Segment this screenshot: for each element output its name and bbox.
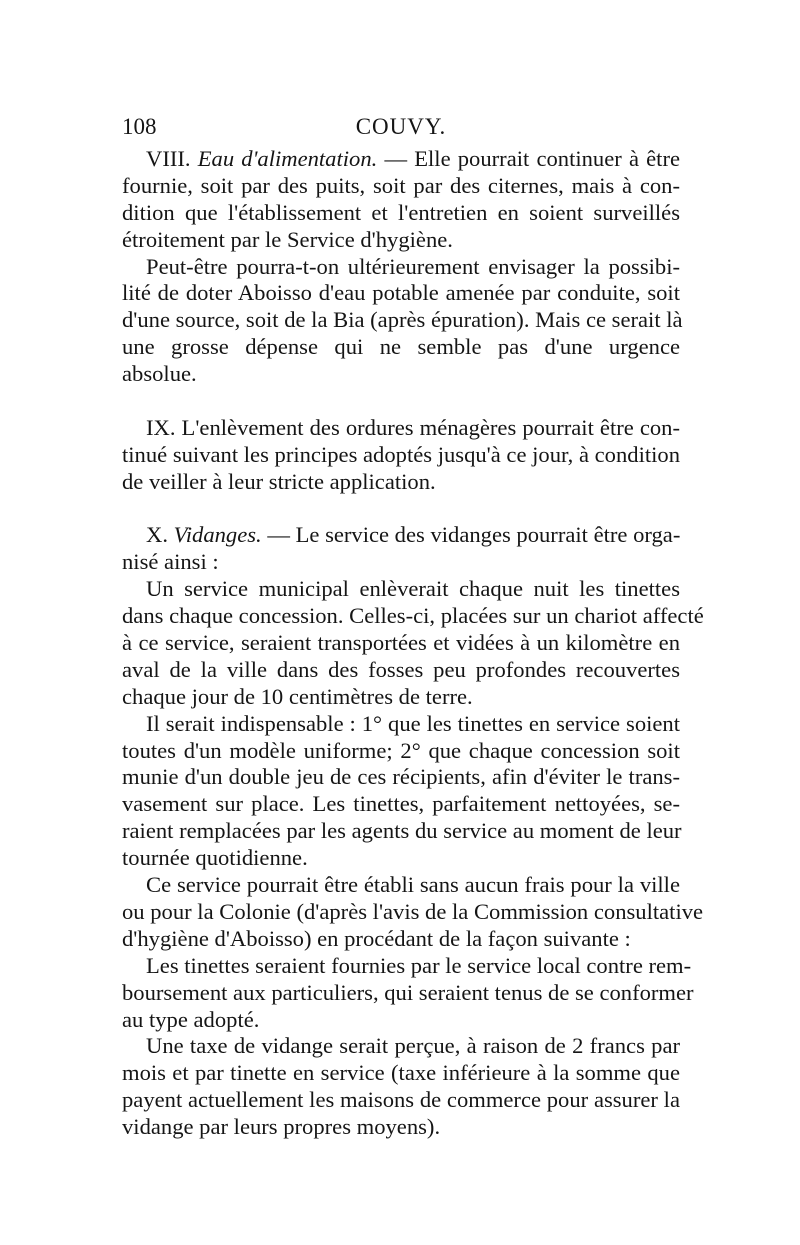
text-line: X. Vidanges. — Le service des vidanges pourrait être orga-: [146, 522, 681, 548]
text-line: vidange par leurs propres moyens).: [122, 1114, 441, 1140]
text-line: VIII. Eau d'alimentation. — Elle pourrait continuer à être: [146, 146, 680, 171]
text-line: d'hygiène d'Aboisso) en procédant de la façon suivante :: [122, 925, 631, 951]
text-line: dition que l'établissement et l'entretien en soient surveillés: [122, 199, 680, 225]
section-x-paragraph-4: [122, 952, 694, 1034]
section-x-paragraph-3: [122, 872, 704, 953]
text-line: chaque jour de 10 centimètres de terre.: [122, 683, 473, 709]
page-header: [122, 112, 680, 142]
text-line: d'une source, soit de la Bia (après épuration). Mais ce serait là: [122, 307, 683, 333]
text-line: une grosse dépense qui ne semble pas d'une urgence: [122, 334, 680, 360]
body-text: [122, 146, 704, 1141]
section-spacer: [122, 388, 680, 415]
text-line: IX. L'enlèvement des ordures ménagères pourrait être con-: [146, 414, 680, 440]
section-spacer: [122, 496, 680, 523]
text-line: boursement aux particuliers, qui seraient tenus de se conformer: [122, 979, 694, 1005]
text-line: toutes d'un modèle uniforme; 2° que chaque concession soit: [122, 737, 680, 763]
text-line: payent actuellement les maisons de commerce pour assurer la: [122, 1087, 680, 1113]
section-number: X.: [146, 522, 168, 548]
text-line: munie d'un double jeu de ces récipients, afin d'éviter le trans-: [122, 764, 680, 790]
text-line: Peut-être pourra-t-on ultérieurement envisager la possibi-: [146, 253, 680, 279]
text-line: Une taxe de vidange serait perçue, à raison de 2 francs par: [146, 1033, 680, 1059]
section-viii-paragraph-2: [122, 253, 683, 388]
section-title: Eau d'alimentation.: [197, 146, 378, 171]
section-number: VIII.: [146, 146, 191, 171]
text-line: ou pour la Colonie (d'après l'avis de la Commission consultative: [122, 898, 704, 924]
page-number: 108: [122, 114, 157, 139]
text-line: nisé ainsi :: [122, 549, 219, 575]
text-line: dans chaque concession. Celles-ci, placées sur un chariot affecté: [122, 603, 704, 629]
text-line: au type adopté.: [122, 1006, 260, 1032]
text-line: Il serait indispensable : 1° que les tinettes en service soient: [146, 710, 680, 736]
section-ix-paragraph: [122, 415, 680, 496]
text-line: de veiller à leur stricte application.: [122, 468, 436, 494]
text-line: tournée quotidienne.: [122, 845, 308, 871]
section-x-paragraph-1: [122, 576, 704, 710]
text-line: Un service municipal enlèverait chaque nuit les tinettes: [146, 576, 680, 602]
section-title: Vidanges.: [173, 522, 262, 548]
text-line: raient remplacées par les agents du service au moment de leur: [122, 818, 682, 844]
text-line: à ce service, seraient transportées et vidées à un kilomètre en: [122, 630, 680, 656]
section-x-paragraph-2: [122, 711, 680, 872]
text-line: Ce service pourrait être établi sans aucun frais pour la ville: [146, 872, 680, 898]
text-line: fournie, soit par des puits, soit par des citernes, mais à con-: [122, 172, 680, 198]
text-line: absolue.: [122, 361, 197, 387]
text-line: tinué suivant les principes adoptés jusqu'à ce jour, à condition: [122, 441, 680, 467]
text-line: étroitement par le Service d'hygiène.: [122, 226, 453, 252]
section-x-intro: [122, 522, 680, 576]
section-x-paragraph-5: [122, 1033, 680, 1141]
text-line: lité de doter Aboisso d'eau potable amenée par conduite, soit: [122, 280, 680, 306]
section-viii-paragraph-1: [122, 146, 680, 254]
running-head: COUVY.: [355, 114, 447, 139]
text-line: mois et par tinette en service (taxe inférieure à la somme que: [122, 1060, 680, 1086]
text-line: aval de la ville dans des fosses peu profondes recouvertes: [122, 656, 680, 682]
text-line: Les tinettes seraient fournies par le service local contre rem-: [146, 952, 692, 978]
text-line: vasement sur place. Les tinettes, parfaitement nettoyées, se-: [122, 791, 680, 817]
